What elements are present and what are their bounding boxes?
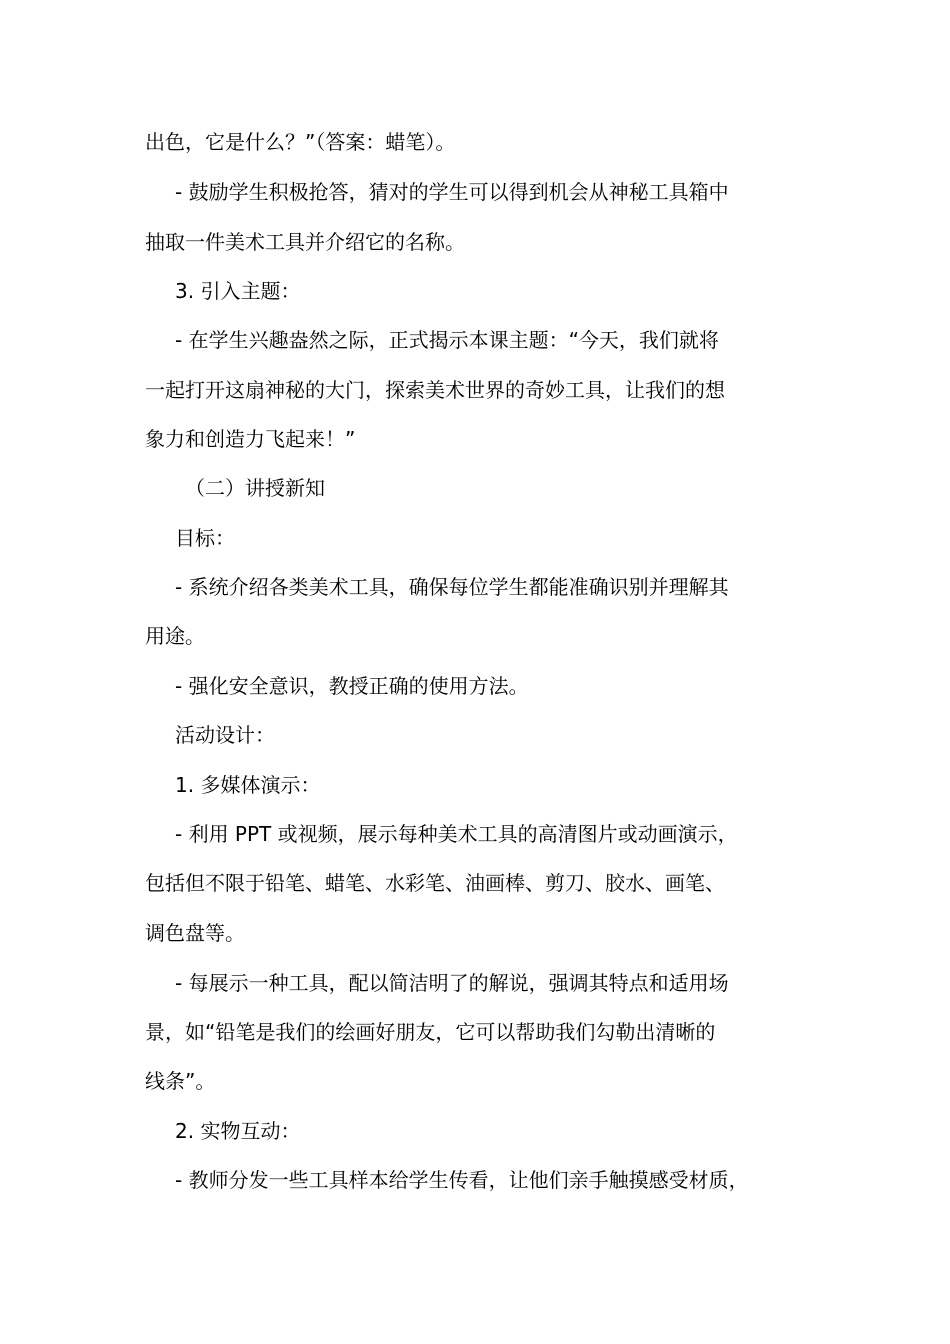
paragraph-line: - 强化安全意识，教授正确的使用方法。	[175, 674, 529, 698]
paragraph-line: 景，如“铅笔是我们的绘画好朋友，它可以帮助我们勾勒出清晰的	[145, 1020, 716, 1044]
paragraph-line: 线条”。	[145, 1069, 216, 1093]
paragraph-line: - 鼓励学生积极抢答，猜对的学生可以得到机会从神秘工具箱中	[175, 180, 729, 204]
paragraph-line: - 在学生兴趣盎然之际，正式揭示本课主题：“今天，我们就将	[175, 328, 719, 352]
section-heading: 3. 引入主题：	[175, 279, 301, 303]
paragraph-line: 调色盘等。	[145, 921, 245, 945]
paragraph-line: 出色，它是什么？”（答案：蜡笔）。	[145, 130, 456, 154]
paragraph-line: 抽取一件美术工具并介绍它的名称。	[145, 230, 465, 254]
paragraph-line: 用途。	[145, 624, 205, 648]
section-heading: （二）讲授新知	[185, 476, 325, 500]
paragraph-line: 象力和创造力飞起来！”	[145, 427, 356, 451]
paragraph-line: 一起打开这扇神秘的大门，探索美术世界的奇妙工具，让我们的想	[145, 378, 725, 402]
paragraph-line: - 利用 PPT 或视频，展示每种美术工具的高清图片或动画演示，	[175, 822, 738, 846]
subheading: 活动设计：	[175, 723, 275, 747]
section-heading: 2. 实物互动：	[175, 1119, 301, 1143]
section-heading: 1. 多媒体演示：	[175, 773, 321, 797]
paragraph-line: - 教师分发一些工具样本给学生传看，让他们亲手触摸感受材质，	[175, 1168, 749, 1192]
paragraph-line: 包括但不限于铅笔、蜡笔、水彩笔、油画棒、剪刀、胶水、画笔、	[145, 871, 725, 895]
paragraph-line: - 系统介绍各类美术工具，确保每位学生都能准确识别并理解其	[175, 575, 729, 599]
subheading: 目标：	[175, 526, 235, 550]
paragraph-line: - 每展示一种工具，配以简洁明了的解说，强调其特点和适用场	[175, 971, 729, 995]
